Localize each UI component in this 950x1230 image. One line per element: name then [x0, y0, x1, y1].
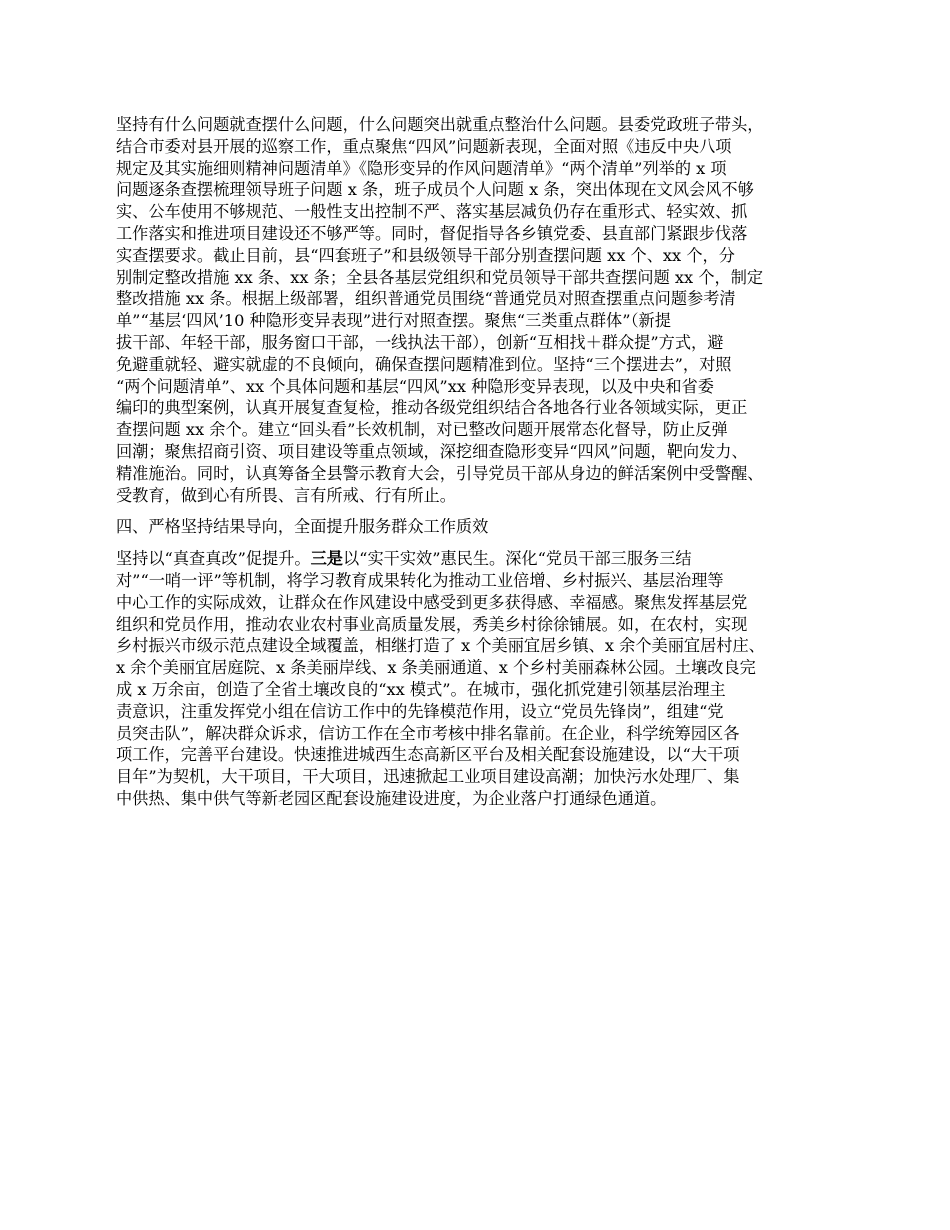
paragraph-results-oriented	[116, 548, 854, 810]
paragraph-line: 中心工作的实际成效，让群众在作风建设中感受到更多获得感、幸福感。聚焦发挥基层党	[116, 592, 748, 612]
paragraph-problem-checking	[116, 114, 854, 506]
paragraph-line: 乡村振兴市级示范点建设全域覆盖，相继打造了 x 个美丽宜居乡镇、x 余个美丽宜居村庄、	[116, 636, 765, 656]
paragraph-line: 规定及其实施细则精神问题清单》《隐形变异的作风问题清单》“两个清单”列举的 x 项	[116, 158, 727, 178]
paragraph-line: 免避重就轻、避实就虚的不良倾向，确保查摆问题精准到位。坚持“三个摆进去”，对照	[116, 354, 732, 374]
paragraph-line: 项工作，完善平台建设。快速推进城西生态高新区平台及相关配套设施建设，以“大干项	[116, 745, 740, 765]
paragraph-line: 中供热、集中供气等新老园区配套设施建设进度，为企业落户打通绿色通道。	[116, 788, 667, 808]
paragraph-line: 责意识，注重发挥党小组在信访工作中的先锋模范作用，设立“党员先锋岗”，组建“党	[116, 701, 724, 721]
paragraph-line: 工作落实和推进项目建设还不够严等。同时，督促指导各乡镇党委、县直部门紧跟步伐落	[116, 223, 748, 243]
paragraph-line: 成 x 万余亩，创造了全省土壤改良的“xx 模式”。在城市，强化抓党建引领基层治理主	[116, 679, 726, 699]
paragraph-line: 结合市委对县开展的巡察工作，重点聚焦“四风”问题新表现，全面对照《违反中央八项	[116, 136, 732, 156]
paragraph-line: 员突击队”，解决群众诉求，信访工作在全市考核中排名靠前。在企业，科学统筹园区各	[116, 723, 740, 743]
document-body	[116, 114, 854, 810]
paragraph-line	[116, 548, 854, 570]
paragraph-line: 目年”为契机，大干项目，干大项目，迅速掀起工业项目建设高潮；加快污水处理厂、集	[116, 767, 740, 787]
paragraph-line: 受教育，做到心有所畏、言有所戒、行有所止。	[116, 485, 456, 505]
paragraph-line: 回潮；聚焦招商引资、项目建设等重点领域，深挖细查隐形变异“四风”问题，靶向发力、	[116, 441, 748, 461]
paragraph-line: x 余个美丽宜居庭院、x 条美丽岸线、x 条美丽通道、x 个乡村美丽森林公园。土壤改良完	[116, 658, 756, 678]
paragraph-line: 单”“基层‘四风’10 种隐形变异表现”进行对照查摆。聚焦“三类重点群体”（新提	[116, 311, 671, 331]
paragraph-line: 编印的典型案例，认真开展复查复检，推动各级党组织结合各地各行业各领域实际，更正	[116, 398, 748, 418]
text-run: 以“实干实效”惠民生。深化“党员干部三服务三结	[343, 549, 692, 569]
text-run: 坚持以“真查真改”促提升。	[116, 549, 311, 569]
paragraph-line: 精准施治。同时，认真筹备全县警示教育大会，引导党员干部从身边的鲜活案例中受警醒、	[116, 463, 764, 483]
paragraph-line: 查摆问题 xx 余个。建立“回头看”长效机制，对已整改问题开展常态化督导，防止反弹	[116, 420, 728, 440]
paragraph-line: 对”“一哨一评”等机制，将学习教育成果转化为推动工业倍增、乡村振兴、基层治理等	[116, 570, 724, 590]
paragraph-line: 别制定整改措施 xx 条、xx 条；全县各基层党组织和党员领导干部共查摆问题 xx 个，制定	[116, 267, 764, 287]
paragraph-line: 拔干部、年轻干部，服务窗口干部，一线执法干部），创新“互相找＋群众提”方式，避	[116, 332, 724, 352]
paragraph-line: 实、公车使用不够规范、一般性支出控制不严、落实基层减负仍存在重形式、轻实效、抓	[116, 202, 748, 222]
paragraph-line: 问题逐条查摆梳理领导班子问题 x 条，班子成员个人问题 x 条，突出体现在文风会风不够	[116, 180, 754, 200]
bold-ordinal-text: 三是	[310, 549, 343, 569]
paragraph-line: “两个问题清单”、xx 个具体问题和基层“四风”xx 种隐形变异表现，以及中央和省委	[116, 376, 714, 396]
paragraph-line: 坚持有什么问题就查摆什么问题，什么问题突出就重点整治什么问题。县委党政班子带头，	[116, 115, 764, 134]
paragraph-line: 实查摆要求。截止目前，县“四套班子”和县级领导干部分别查摆问题 xx 个、xx 个，分	[116, 245, 735, 265]
section-heading-four: 四、严格坚持结果导向，全面提升服务群众工作质效	[116, 517, 489, 537]
paragraph-line: 整改措施 xx 条。根据上级部署，组织普通党员围绕“普通党员对照查摆重点问题参考清	[116, 289, 736, 309]
paragraph-line: 组织和党员作用，推动农业农村事业高质量发展，秀美乡村徐徐铺展。如，在农村，实现	[116, 614, 748, 634]
